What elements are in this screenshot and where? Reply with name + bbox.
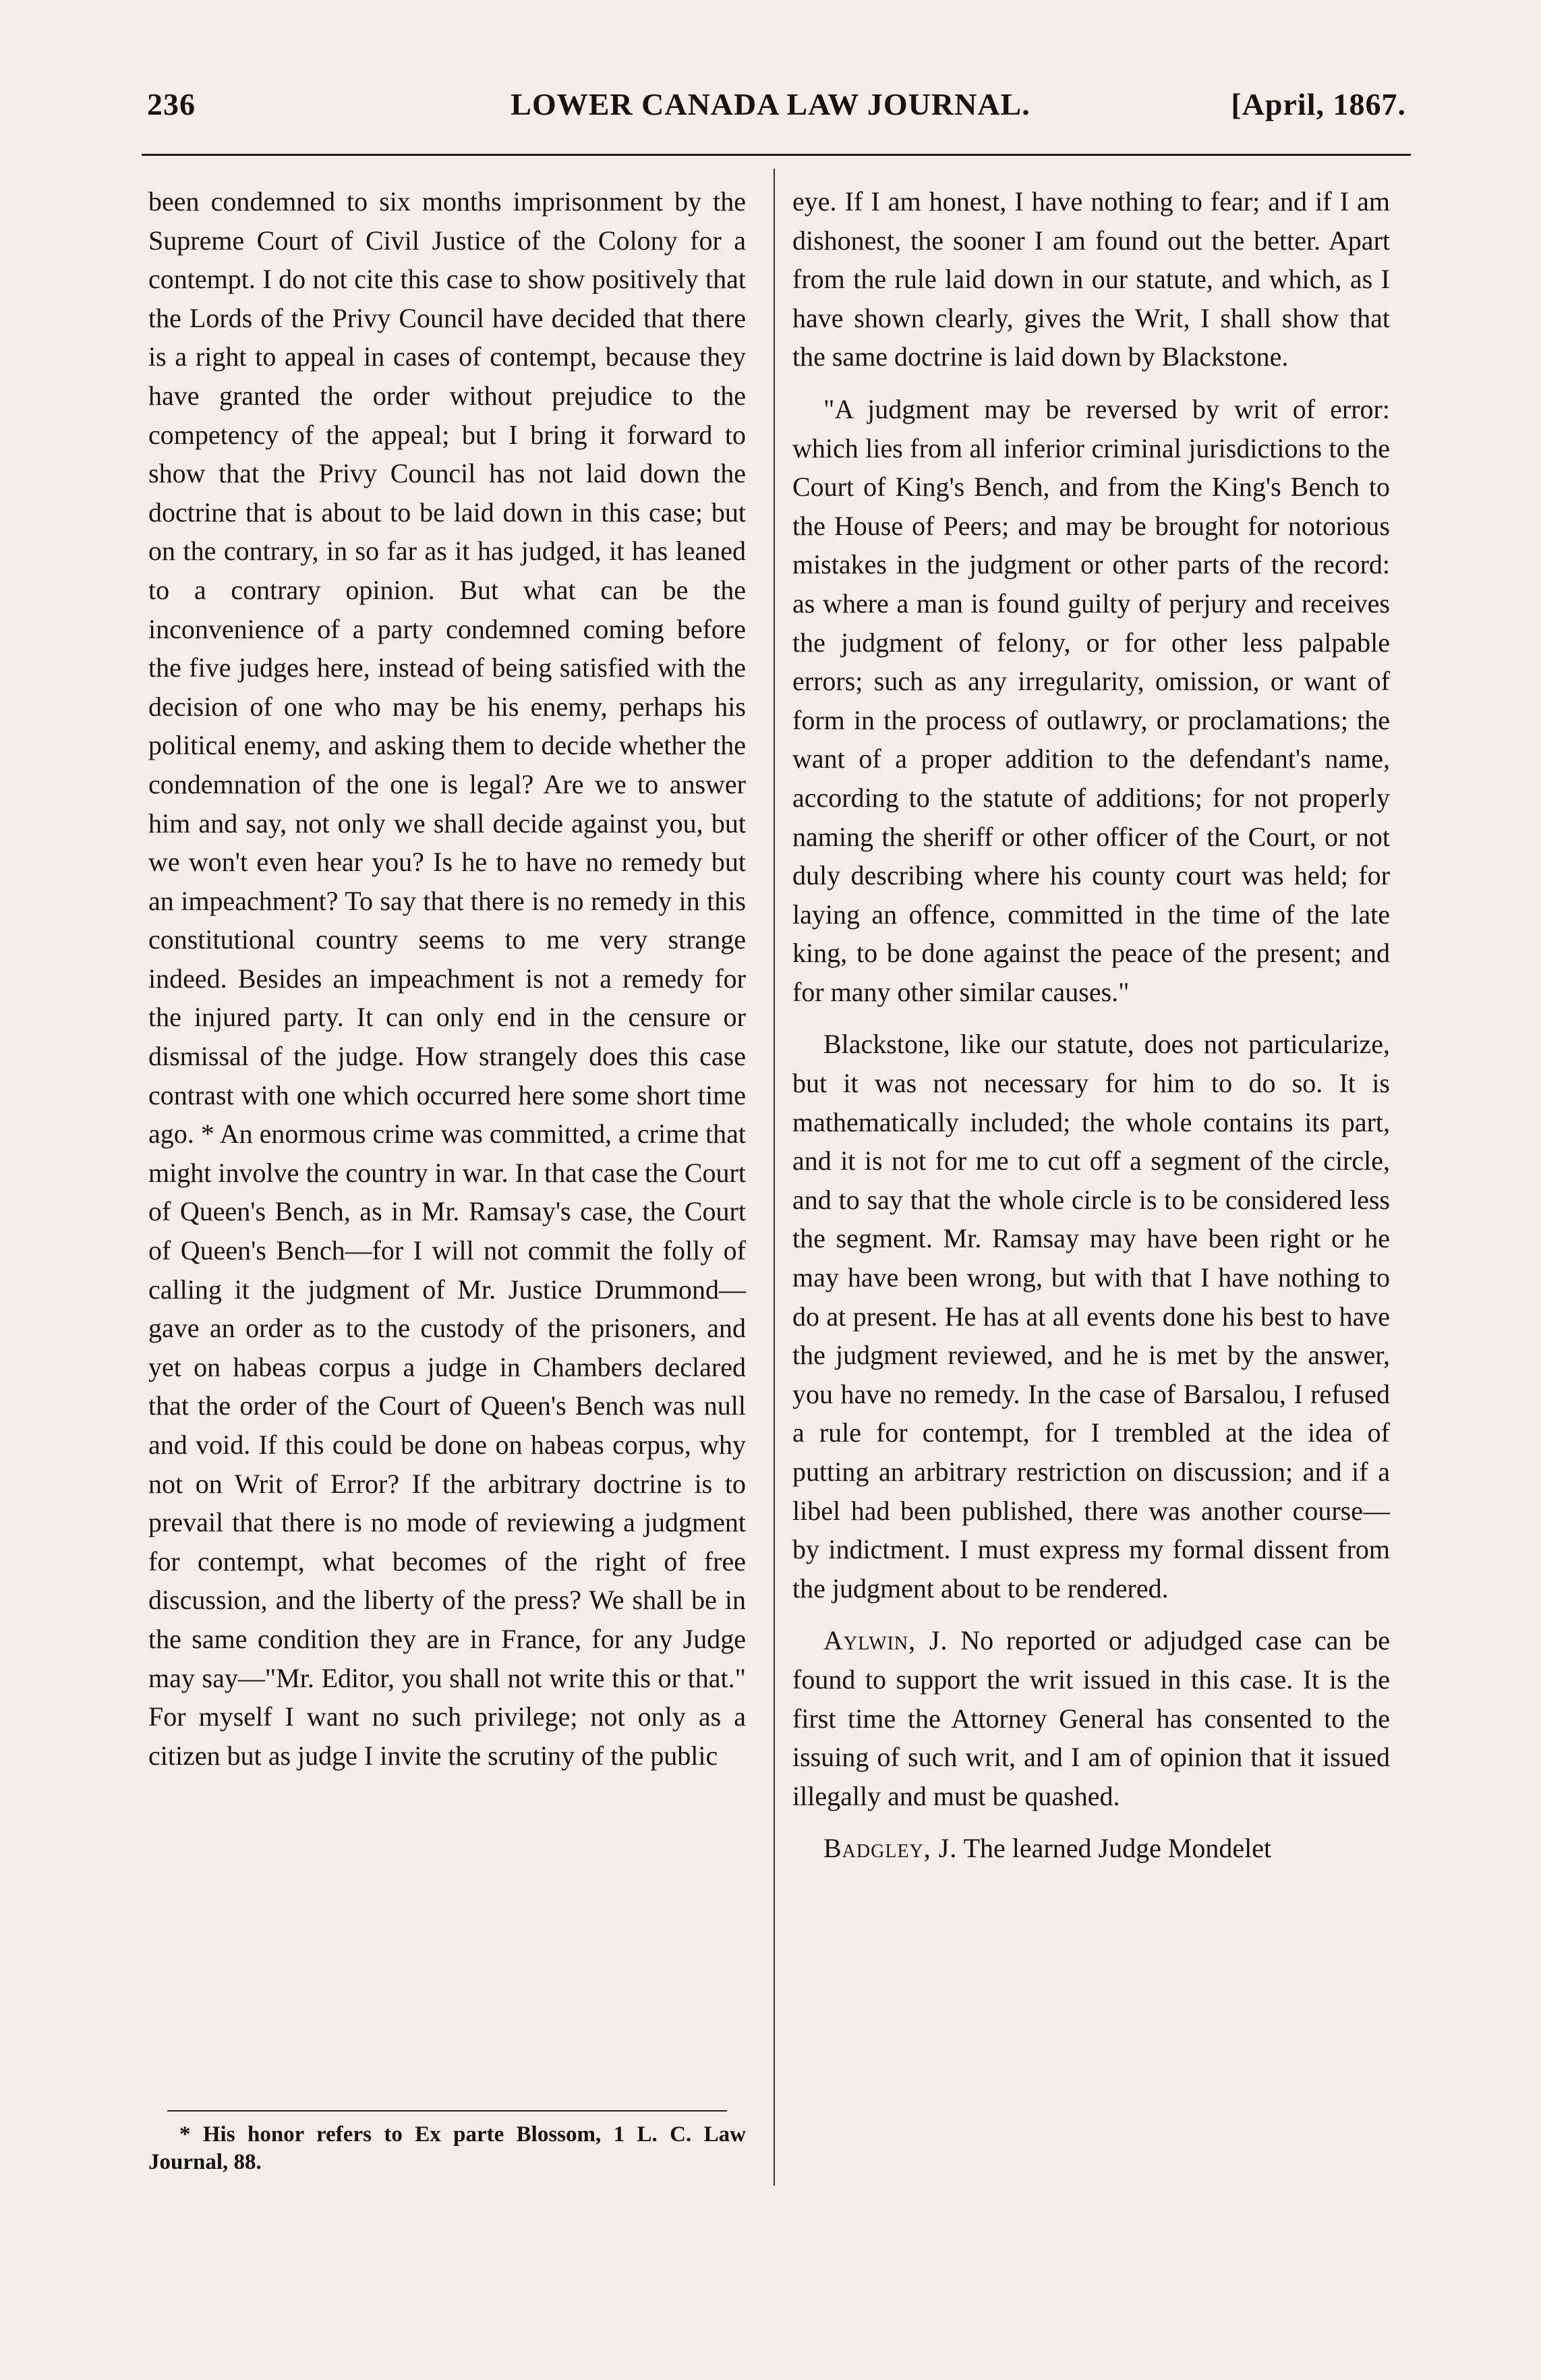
badgley-text: The learned Judge Mondelet [957,1833,1272,1864]
journal-title: LOWER CANADA LAW JOURNAL. [511,87,1030,121]
left-paragraph-1: been condemned to six months imprisonment by the Supreme Court of Civil Justice of the Colony for a contempt. I do not cite this case to show positively that the Lords of the Privy Council have decided that there is a right to appeal in cases of contempt, because they have granted the order without prejudice to the competency of the appeal; but I bring it forward to show that the Privy Council has not laid down the doctrine that is about to be laid down in this case; but on the contrary, in so far as it has judged, it has leaned to a contrary opinion. But what can be the inconvenience of a party condemned coming before the five judges here, instead of being satisfied with the decision of one who may be his enemy, perhaps his political enemy, and asking them to decide whether the condemnation of the one is legal? Are we to answer him and say, not only we shall decide against you, but we won't even hear you? Is he to have no remedy but an impeachment? To say that there is no remedy in this constitutional country seems to me very strange indeed. Besides an impeachment is not a remedy for the injured party. It can only end in the censure or dismissal of the judge. How strangely does this case contrast with one which occurred here some short time ago. * An enormous crime was committed, a crime that might involve the country in war. In that case the Court of Queen's Bench, as in Mr. Ramsay's case, the Court of Queen's Bench—for I will not commit the folly of calling it the judgment of Mr. Justice Drummond—gave an order as to the custody of the prisoners, and yet on habeas corpus a judge in Chambers declared that the order of the Court of Queen's Bench was null and void. If this could be done on habeas corpus, why not on Writ of Error? If the arbitrary doctrine is to prevail that there is no mode of reviewing a judgment for contempt, what becomes of the right of free discussion, and the liberty of the press? We shall be in the same condition they are in France, for any Judge may say—"Mr. Editor, you shall not write this or that." For myself I want no such privilege; not only as a citizen but as judge I invite the scrutiny of the public [148,186,746,1771]
left-column [148,182,746,1775]
badgley-speaker: Badgley, J. [823,1833,958,1864]
page-number: 236 [147,87,196,121]
issue-date: [April, 1867. [1231,87,1406,121]
footnote-rule [167,2110,727,2112]
header-rule [142,154,1411,156]
badgley-opinion [792,1829,1390,1868]
right-column [792,182,1390,1868]
aylwin-opinion [792,1621,1390,1815]
footnote: * His honor refers to Ex parte Blossom, 1 L. C. Law Journal, 88. [148,2122,746,2174]
right-paragraph-1: eye. If I am honest, I have nothing to fear; and if I am dishonest, the sooner I am found out the better. Apart from the rule laid down in our statute, and which, as I have shown clearly, gives the Writ, I shall show that the same doctrine is laid down by Blackstone. [792,186,1390,372]
right-paragraph-3: Blackstone, like our statute, does not particularize, but it was not necessary for him to do so. It is mathematically included; the whole contains its part, and it is not for me to cut off a segment of the circle, and to say that the whole circle is to be considered less the segment. Mr. Ramsay may have been right or he may have been wrong, but with that I have nothing to do at present. He has at all events done his best to have the judgment reviewed, and he is met by the answer, you have no remedy. In the case of Barsalou, I refused a rule for contempt, for I trembled at the idea of putting an arbitrary restriction on discussion; and if a libel had been published, there was another course—by indictment. I must express my formal dissent from the judgment about to be rendered. [792,1029,1390,1604]
page-header [0,86,1541,140]
aylwin-text: No reported or adjudged case can be found to support the writ issued in this case. It is the first time the Attorney General has consented to the issuing of such writ, and I am of opinion that it issued illegally and must be quashed. [792,1625,1391,1811]
blackstone-quotation: "A judgment may be reversed by writ of error: which lies from all inferior criminal jurisdictions to the Court of King's Bench, and from the King's Bench to the House of Peers; and may be brought for notorious mistakes in the judgment or other parts of the record: as where a man is found guilty of perjury and receives the judgment of felony, or for other less palpable errors; such as any irregularity, omission, or want of form in the process of outlawry, or proclamations; the want of a proper addition to the defendant's name, according to the statute of additions; for not properly naming the sheriff or other officer of the Court, or not duly describing where his county court was held; for laying an offence, committed in the time of the late king, to be done against the peace of the present; and for many other similar causes." [792,393,1390,1007]
column-divider [774,169,775,2186]
aylwin-speaker: Aylwin, J. [823,1625,948,1656]
